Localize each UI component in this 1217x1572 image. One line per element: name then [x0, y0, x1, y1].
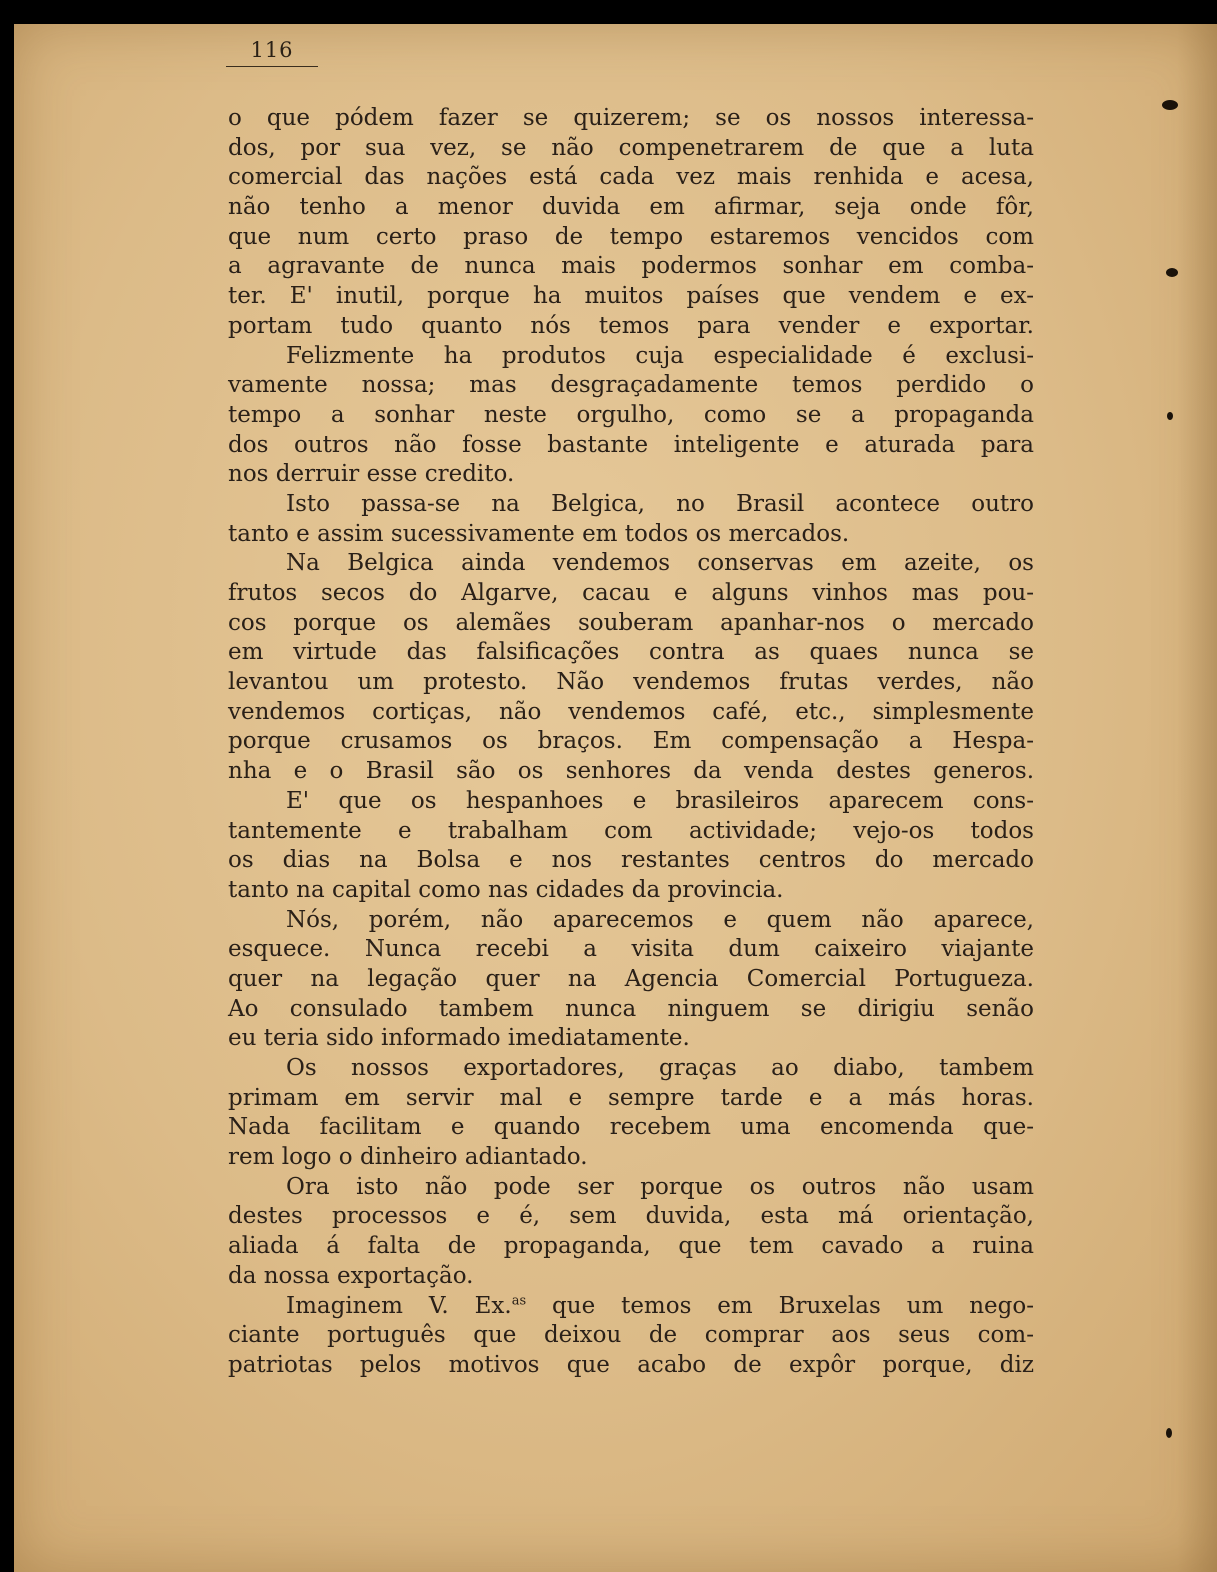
page-number: 116	[226, 38, 318, 67]
text-line: primam em servir mal e sempre tarde e a más horas.	[228, 1084, 1034, 1111]
text-line: eu teria sido informado imediatamente.	[228, 1025, 690, 1052]
text-line: Ao consulado tambem nunca ninguem se dirigiu senão	[228, 995, 1034, 1022]
page-edge-shadow	[1177, 24, 1217, 1572]
text-line: da nossa exportação.	[228, 1262, 474, 1289]
ink-spot	[1162, 100, 1178, 110]
text-line: quer na legação quer na Agencia Comercial Portugueza.	[228, 965, 1034, 992]
text-line: ter. E' inutil, porque ha muitos países que vendem e ex-	[228, 283, 1034, 310]
ink-spot	[1166, 1428, 1172, 1438]
text-line: Isto passa-se na Belgica, no Brasil acontece outro	[286, 490, 1034, 517]
text-line: patriotas pelos motivos que acabo de expôr porque, diz	[228, 1351, 1034, 1378]
text-line: tantemente e trabalham com actividade; vejo-os todos	[228, 817, 1034, 844]
body-text	[228, 104, 1034, 1381]
text-line	[228, 1292, 1034, 1322]
text-line: ciante português que deixou de comprar aos seus com-	[228, 1322, 1034, 1349]
text-line: esquece. Nunca recebi a visita dum caixeiro viajante	[228, 936, 1034, 963]
text-line: os dias na Bolsa e nos restantes centros do mercado	[228, 847, 1034, 874]
text-line: Nada facilitam e quando recebem uma encomenda que-	[228, 1114, 1034, 1141]
text-line: tanto na capital como nas cidades da provincia.	[228, 876, 784, 903]
text-line: dos outros não fosse bastante inteligente e aturada para	[228, 431, 1034, 458]
text-fragment: que temos em Bruxelas um nego-	[526, 1292, 1034, 1319]
book-page	[14, 24, 1217, 1572]
text-line: E' que os hespanhoes e brasileiros aparecem cons-	[286, 787, 1034, 814]
text-line: nha e o Brasil são os senhores da venda destes generos.	[228, 758, 1034, 785]
text-line: comercial das nações está cada vez mais renhida e acesa,	[228, 164, 1034, 191]
superscript: as	[511, 1292, 527, 1308]
ink-spot	[1166, 268, 1178, 277]
text-line: nos derruir esse credito.	[228, 461, 515, 488]
text-line: Ora isto não pode ser porque os outros não usam	[286, 1173, 1034, 1200]
text-line: Os nossos exportadores, graças ao diabo, tambem	[286, 1055, 1034, 1081]
text-line: Felizmente ha produtos cuja especialidade é exclusi-	[286, 342, 1034, 369]
text-line: Na Belgica ainda vendemos conservas em azeite, os	[286, 550, 1034, 577]
text-line: não tenho a menor duvida em afirmar, seja onde fôr,	[228, 194, 1034, 221]
text-line: portam tudo quanto nós temos para vender e exportar.	[228, 312, 1034, 339]
text-line: que num certo praso de tempo estaremos vencidos com	[228, 223, 1034, 250]
text-line: destes processos e é, sem duvida, esta má orientação,	[228, 1203, 1034, 1230]
text-line: porque crusamos os braços. Em compensação a Hespa-	[228, 728, 1034, 755]
text-line: aliada á falta de propaganda, que tem cavado a ruina	[228, 1233, 1034, 1260]
text-line: o que pódem fazer se quizerem; se os nossos interessa-	[228, 105, 1034, 131]
text-fragment: Imaginem V. Ex.	[286, 1292, 512, 1319]
ink-spot	[1167, 412, 1173, 420]
text-line: Nós, porém, não aparecemos e quem não aparece,	[286, 906, 1034, 933]
text-line: frutos secos do Algarve, cacau e alguns vinhos mas pou-	[228, 580, 1034, 606]
text-line: tempo a sonhar neste orgulho, como se a propaganda	[228, 401, 1034, 428]
text-line: dos, por sua vez, se não compenetrarem de que a luta	[228, 134, 1034, 161]
text-line: tanto e assim sucessivamente em todos os mercados.	[228, 520, 850, 547]
text-line: em virtude das falsificações contra as quaes nunca se	[228, 639, 1034, 666]
text-line: cos porque os alemães souberam apanhar-nos o mercado	[228, 609, 1034, 636]
text-line: rem logo o dinheiro adiantado.	[228, 1144, 588, 1171]
text-line: levantou um protesto. Não vendemos frutas verdes, não	[228, 669, 1034, 696]
text-line: a agravante de nunca mais podermos sonhar em comba-	[228, 253, 1034, 280]
text-line: vamente nossa; mas desgraçadamente temos perdido o	[228, 372, 1034, 399]
text-line: vendemos cortiças, não vendemos café, etc., simplesmente	[228, 698, 1034, 725]
